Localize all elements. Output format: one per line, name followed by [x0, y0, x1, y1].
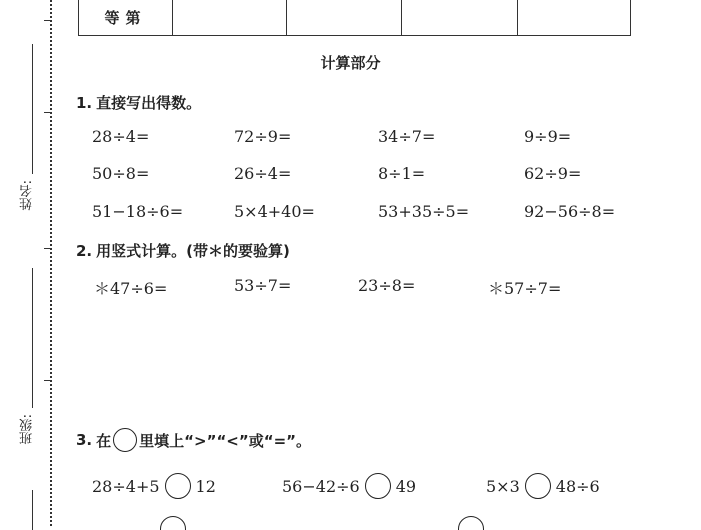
question-text-prefix: 在: [96, 431, 112, 450]
compare-item: [92, 473, 216, 499]
problem: 53÷7=: [234, 276, 292, 295]
margin-tick: [44, 20, 50, 21]
section-title: 计算部分: [320, 54, 381, 72]
grade-cell: [518, 0, 630, 35]
question-1-title: [76, 92, 201, 113]
problem: 28÷4=: [92, 127, 150, 146]
problem: ＊57÷7=: [488, 279, 562, 298]
margin-tick: [44, 112, 50, 113]
grade-cell: [402, 0, 518, 35]
grade-table: [78, 0, 631, 36]
answer-circle[interactable]: [525, 473, 551, 499]
problem: 26÷4=: [234, 164, 292, 183]
problem: 9÷9=: [524, 127, 572, 146]
class-label: 班级:: [20, 414, 35, 445]
problem: 92−56÷8=: [524, 202, 616, 221]
problem: 5×4+40=: [234, 202, 315, 221]
compare-right: 49: [395, 476, 417, 496]
class-line-top: [32, 268, 33, 408]
problem: 50÷8=: [92, 164, 150, 183]
question-number: 3.: [76, 431, 93, 449]
question-text-suffix: 里填上“>”“<”或“=”。: [139, 431, 312, 450]
margin-tick: [44, 380, 50, 381]
question-number: 1.: [76, 93, 93, 112]
problem: 53+35÷5=: [378, 202, 470, 221]
question-text: 直接写出得数。: [96, 94, 202, 112]
question-2-title: [76, 240, 290, 261]
compare-item: [282, 473, 416, 499]
binding-margin: [0, 0, 62, 526]
circle-icon: [113, 428, 137, 452]
circle-icon: [458, 516, 484, 530]
name-label: 姓名:: [20, 180, 35, 211]
answer-circle[interactable]: [165, 473, 191, 499]
grade-label: 等第: [79, 0, 173, 35]
margin-tick: [44, 248, 50, 249]
problem: 8÷1=: [378, 164, 426, 183]
circle-icon: [160, 516, 186, 530]
class-line-bottom: [32, 490, 33, 530]
question-text: 用竖式计算。(带＊的要验算): [96, 242, 290, 260]
partial-circle: [458, 516, 492, 530]
problem: 72÷9=: [234, 127, 292, 146]
answer-circle[interactable]: [365, 473, 391, 499]
grade-cell: [173, 0, 287, 35]
problem: 51−18÷6=: [92, 202, 184, 221]
cut-line: [50, 0, 52, 526]
compare-left: 28÷4+5: [92, 476, 160, 496]
problem: ＊47÷6=: [94, 279, 168, 298]
compare-right: 12: [195, 476, 216, 496]
problem: 23÷8=: [358, 276, 416, 295]
grade-cell: [287, 0, 402, 35]
question-3-title: [76, 428, 311, 452]
problem: 62÷9=: [524, 164, 582, 183]
partial-circle: [160, 516, 194, 530]
compare-left: 56−42÷6: [282, 476, 360, 496]
compare-right: 48÷6: [555, 476, 600, 496]
question-number: 2.: [76, 241, 93, 260]
problem: 34÷7=: [378, 127, 436, 146]
compare-item: [486, 473, 600, 499]
compare-left: 5×3: [486, 476, 520, 496]
